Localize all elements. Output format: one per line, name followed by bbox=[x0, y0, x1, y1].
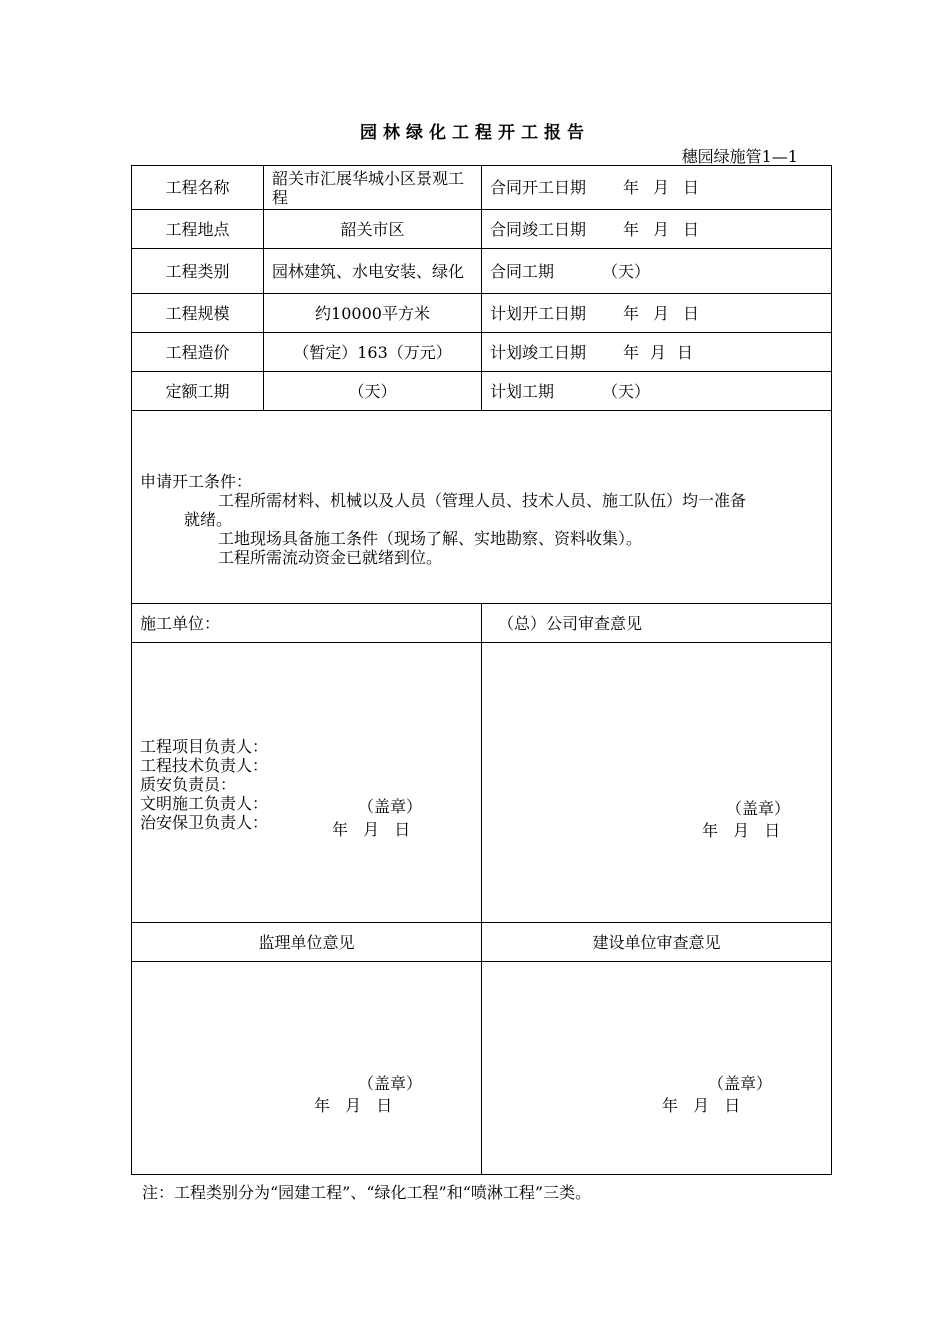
field-value: （天） bbox=[264, 372, 482, 411]
field-label-2: 合同工期 bbox=[490, 261, 555, 281]
stamp-label: （盖章） bbox=[358, 797, 423, 816]
sign-date: 年 月 日 bbox=[662, 1096, 741, 1115]
duration-unit: （天） bbox=[602, 381, 651, 401]
construction-unit-label: 施工单位： bbox=[132, 604, 482, 643]
sign-date: 年 月 日 bbox=[702, 821, 781, 840]
field-value: 韶关市汇展华城小区景观工程 bbox=[264, 166, 482, 210]
conditions-label: 申请开工条件： bbox=[140, 471, 253, 491]
field-value: 韶关市区 bbox=[264, 210, 482, 249]
supervision-label: 监理单位意见 bbox=[132, 923, 482, 962]
supervision-cell bbox=[132, 962, 482, 1175]
company-review-label: （总）公司审查意见 bbox=[482, 604, 832, 643]
field-label-2: 计划竣工日期 bbox=[490, 342, 587, 362]
date-year: 年 bbox=[623, 178, 640, 197]
document-number: 穗园绿施管1—1 bbox=[681, 147, 798, 166]
field-label: 工程名称 bbox=[132, 166, 264, 210]
field-label: 工程地点 bbox=[132, 210, 264, 249]
owner-review-cell bbox=[482, 962, 832, 1175]
date-month: 月 bbox=[653, 303, 670, 323]
field-date bbox=[482, 294, 832, 333]
signature-row bbox=[132, 643, 832, 923]
field-duration bbox=[482, 249, 832, 294]
condition-3: 工程所需流动资金已就绪到位。 bbox=[218, 547, 443, 567]
form-title: 园林绿化工程开工报告 bbox=[360, 123, 590, 143]
date-day: 日 bbox=[683, 303, 700, 323]
stamp-label: （盖章） bbox=[358, 1074, 423, 1093]
date-month: 月 bbox=[653, 219, 670, 239]
field-label-2: 合同开工日期 bbox=[490, 178, 587, 197]
field-duration bbox=[482, 372, 832, 411]
table-row bbox=[132, 166, 832, 210]
field-value: 园林建筑、水电安装、绿化 bbox=[264, 249, 482, 294]
sign-date: 年 月 日 bbox=[332, 820, 411, 839]
table-row bbox=[132, 210, 832, 249]
table-row bbox=[132, 333, 832, 372]
table-row bbox=[132, 604, 832, 643]
owner-review-label: 建设单位审查意见 bbox=[482, 923, 832, 962]
table-row bbox=[132, 249, 832, 294]
field-date bbox=[482, 333, 832, 372]
date-year: 年 bbox=[623, 342, 640, 362]
person-tech-lead: 工程技术负责人： bbox=[140, 756, 269, 775]
table-row bbox=[132, 294, 832, 333]
person-civilized-construction: 文明施工负责人： bbox=[140, 794, 269, 813]
date-day: 日 bbox=[683, 219, 700, 239]
condition-2: 工地现场具备施工条件（现场了解、实地勘察、资料收集）。 bbox=[218, 528, 643, 548]
field-label-2: 计划工期 bbox=[490, 381, 555, 401]
stamp-label: （盖章） bbox=[708, 1074, 773, 1093]
table-row bbox=[132, 923, 832, 962]
report-form bbox=[131, 165, 832, 1175]
field-label: 定额工期 bbox=[132, 372, 264, 411]
field-value: （暂定）163（万元） bbox=[264, 333, 482, 372]
company-review-cell bbox=[482, 643, 832, 923]
field-label: 工程造价 bbox=[132, 333, 264, 372]
footnote: 注：工程类别分为“园建工程”、“绿化工程”和“喷淋工程”三类。 bbox=[142, 1183, 592, 1202]
table-row bbox=[132, 372, 832, 411]
stamp-label: （盖章） bbox=[726, 799, 791, 818]
duration-unit: （天） bbox=[602, 261, 651, 281]
sign-date: 年 月 日 bbox=[314, 1096, 393, 1115]
field-date bbox=[482, 210, 832, 249]
construction-unit-cell bbox=[132, 643, 482, 923]
date-year: 年 bbox=[623, 219, 640, 239]
signature-row bbox=[132, 962, 832, 1175]
date-year: 年 bbox=[623, 303, 640, 323]
conditions-cell bbox=[132, 411, 832, 604]
field-value: 约10000平方米 bbox=[264, 294, 482, 333]
conditions-row bbox=[132, 411, 832, 604]
condition-1-cont: 就绪。 bbox=[184, 509, 233, 529]
date-day: 日 bbox=[677, 342, 694, 362]
date-day: 日 bbox=[683, 178, 700, 197]
person-quality-safety: 质安负责员： bbox=[140, 775, 237, 794]
person-project-lead: 工程项目负责人： bbox=[140, 737, 269, 756]
field-label-2: 计划开工日期 bbox=[490, 303, 587, 323]
condition-1: 工程所需材料、机械以及人员（管理人员、技术人员、施工队伍）均一准备 bbox=[218, 490, 747, 510]
field-date bbox=[482, 166, 832, 210]
date-month: 月 bbox=[650, 342, 667, 362]
field-label: 工程类别 bbox=[132, 249, 264, 294]
field-label: 工程规模 bbox=[132, 294, 264, 333]
field-label-2: 合同竣工日期 bbox=[490, 219, 587, 239]
date-month: 月 bbox=[653, 178, 670, 197]
person-security: 治安保卫负责人： bbox=[140, 813, 269, 832]
